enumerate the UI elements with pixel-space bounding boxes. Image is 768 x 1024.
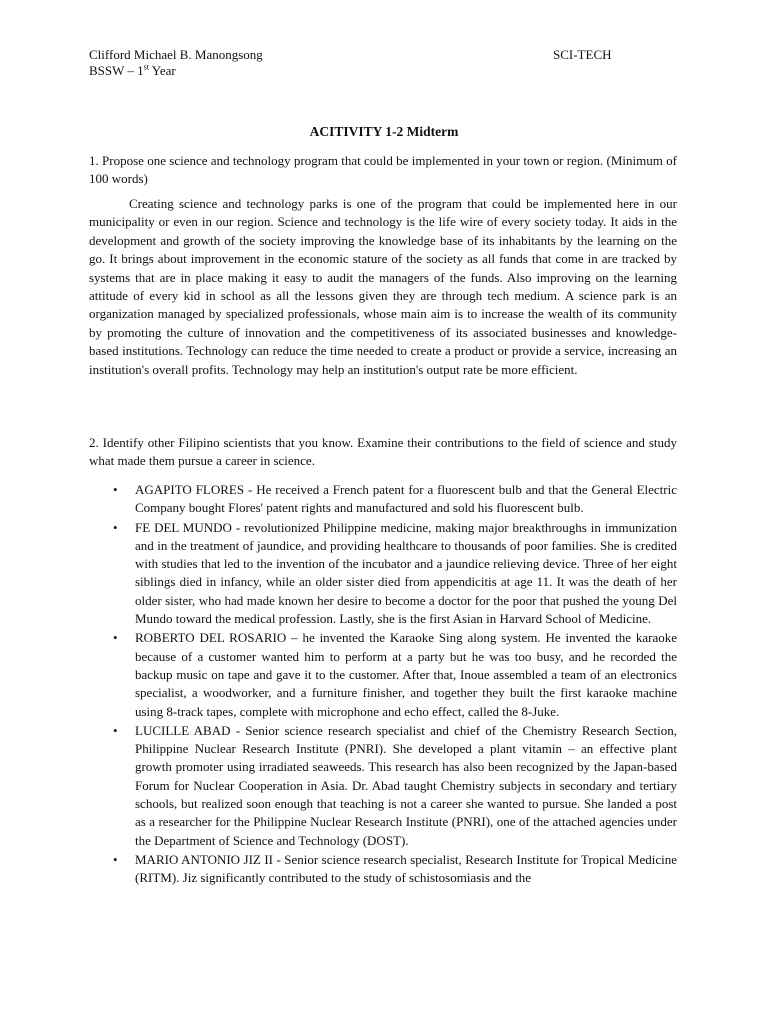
list-item (89, 519, 677, 629)
bullet: • (113, 851, 118, 867)
list-item-text: LUCILLE ABAD - Senior science research specialist and chief of the Chemistry Research Section, Philippine Nuclear Research Institute (PNRI). She developed a plant vitamin – an effective plant growth promoter using irradiated seaweeds. This research has also been recognized by the Japan-based Forum for Nuclear Cooperation in Asia. Dr. Abad taught Chemistry subjects in secondary and tertiary schools, but realized soon enough that teaching is not a career she wanted to pursue. She landed a post as a researcher for the Philippine Nuclear Research Institute (PNRI), one of the attached agencies under the Department of Science and Technology (DOST). (135, 722, 677, 848)
list-item (89, 629, 677, 720)
list-item-text: AGAPITO FLORES - He received a French patent for a fluorescent bulb and that the General Electric Company bought Flores' patent rights and manufactured and sold his fluorescent bulb. (135, 482, 677, 516)
list-item (89, 481, 677, 518)
course-year (89, 63, 176, 79)
bullet: • (113, 722, 118, 738)
course-suffix: Year (149, 63, 176, 78)
question-2: 2. Identify other Filipino scientists that you know. Examine their contributions to the field of science and study what made them pursue a career in science. (89, 435, 677, 469)
course-superscript: st (143, 62, 150, 72)
bullet: • (113, 630, 118, 646)
page-title: ACITIVITY 1-2 Midterm (309, 124, 459, 139)
list-item-text: ROBERTO DEL ROSARIO – he invented the Karaoke Sing along system. He invented the karaoke because of a customer wanted him to perform at a party but he was too busy, and he recorded the backup music on tape and gave it to the customer. After that, Inoue assembled a team of an electronics specialist, a woodworker, and a furniture finisher, and together they built the first karaoke machine using 8-track tapes, complete with microphone and echo effect, called the 8-Juke. (135, 630, 677, 719)
list-item (89, 851, 677, 888)
bullet: • (113, 482, 118, 497)
list-item (89, 722, 677, 850)
author-name: Clifford Michael B. Manongsong (89, 47, 263, 62)
bullet: • (113, 519, 118, 535)
answer-1: Creating science and technology parks is one of the program that could be implemented here in our municipality or even in our region. Science and technology is the life wire of every society today. It aids in the development and growth of the society improving the knowledge base of its inhabitants by the learning on the go. It brings about improvement in the economic stature of the society as all funds that come in are tracked by systems that are in place making it easy to audit the managers of the funds. Also improving on the learning attitude of every kid in school as all the lessons given they are through tech medium. A science park is an organization managed by specialized professionals, whose main aim is to increase the wealth of its community by promoting the culture of innovation and the competitiveness of its associated businesses and knowledge-based institutions. Technology can reduce the time needed to create a product or provide a service, increasing an institution's overall profits. Technology may help an institution's output rate be more efficient. (89, 196, 677, 377)
course-prefix: BSSW – 1 (89, 63, 144, 78)
question-1: 1. Propose one science and technology program that could be implemented in your town or region. (Minimum of 100 words) (89, 153, 677, 187)
scientist-list (89, 481, 677, 889)
list-item-text: MARIO ANTONIO JIZ II - Senior science research specialist, Research Institute for Tropical Medicine (RITM). Jiz significantly contributed to the study of schistosomiasis and the (135, 851, 677, 886)
list-item-text: FE DEL MUNDO - revolutionized Philippine medicine, making major breakthroughs in immunization and in the treatment of jaundice, and providing healthcare to thousands of poor families. She is credited with studies that led to the invention of the incubator and a jaundice relieving device. Three of her eight siblings died in infancy, while an older sister died from appendicitis at age 11. It was the death of her older sister, who had made known her desire to become a doctor for the poor that pushed the young Del Mundo toward the medical profession. Lastly, she is the first Asian in Harvard School of Medicine. (135, 519, 677, 627)
subject-label: SCI-TECH (553, 47, 612, 62)
